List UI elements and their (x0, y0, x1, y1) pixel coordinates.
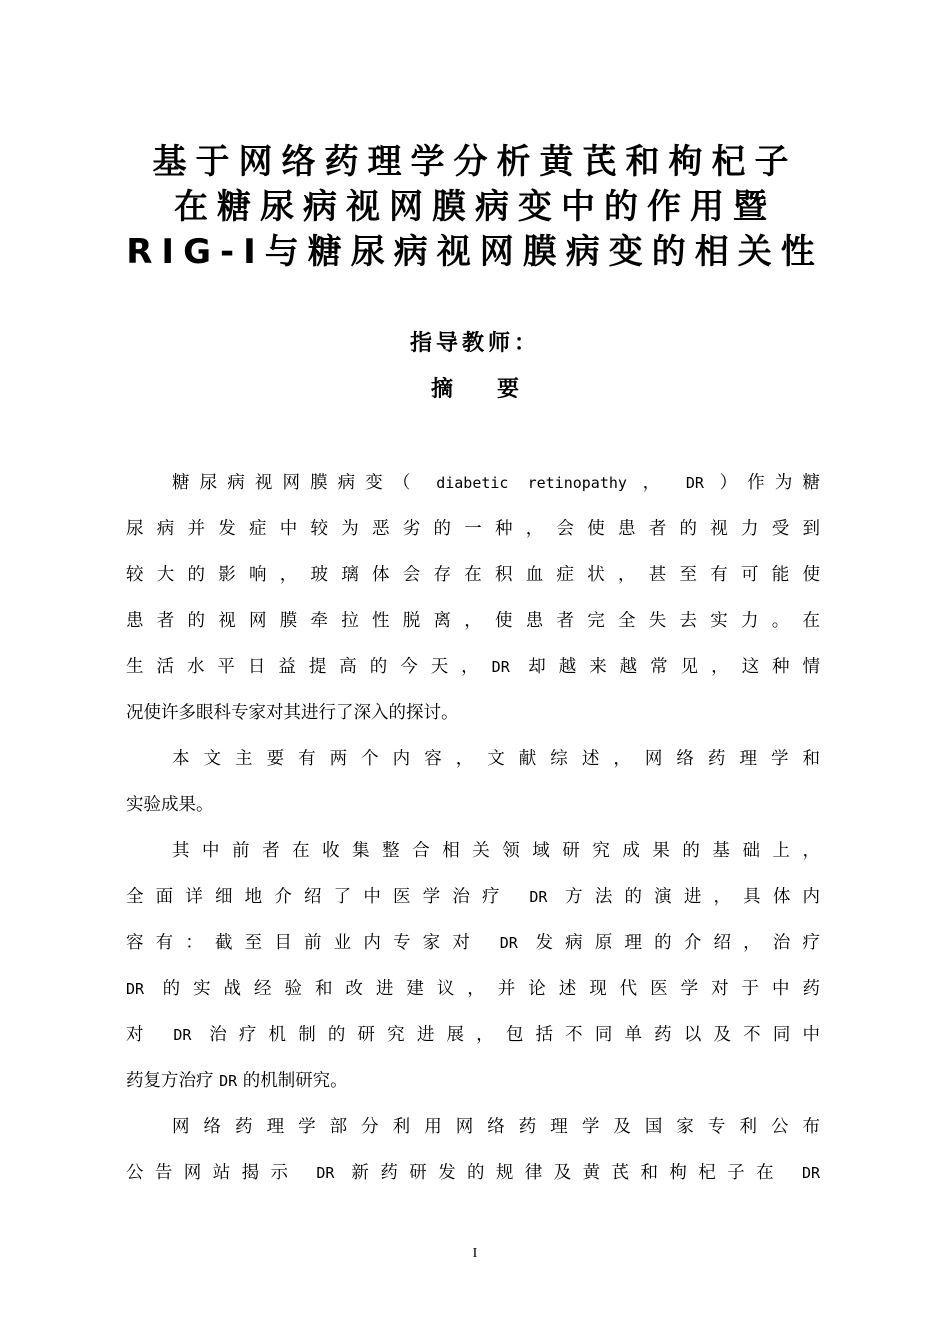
text-line: 本文主要有两个内容，文献综述，网络药理学和 (172, 749, 820, 769)
text-line: 药复方治疗 DR 的机制研究。 (126, 1071, 348, 1091)
text-line: 实验成果。 (126, 795, 214, 815)
text-line: DR 的实战经验和改进建议，并论述现代医学对于中药 (126, 979, 820, 999)
abstract-heading-left: 摘 (430, 377, 453, 402)
text-line: 公告网站揭示 DR 新药研发的规律及黄芪和枸杞子在 DR (126, 1163, 821, 1183)
abstract-paragraph-1 (126, 460, 820, 736)
thesis-title (0, 140, 950, 275)
text-line: 网络药理学部分利用网络药理学及国家专利公布 (172, 1117, 820, 1137)
advisor-label: 指导教师： (409, 331, 540, 356)
abstract-paragraph-3 (126, 828, 820, 1104)
text-line: 其中前者在收集整合相关领域研究成果的基础上， (172, 841, 820, 861)
title-line-2: 在糖尿病视网膜病变中的作用暨 (174, 187, 776, 227)
abstract-heading-right: 要 (497, 377, 520, 402)
text-line: 较大的影响，玻璃体会存在积血症状，甚至有可能使 (126, 565, 820, 585)
text-line: 生活水平日益提高的今天，DR 却越来越常见，这种情 (126, 657, 821, 677)
title-line-3: RIG-I与糖尿病视网膜病变的相关性 (126, 232, 824, 272)
text-line: 患者的视网膜牵拉性脱离，使患者完全失去实力。在 (126, 611, 820, 631)
text-line: 糖尿病视网膜病变（ diabetic retinopathy ， DR ）作为糖 (172, 473, 820, 493)
text-line: 全面详细地介绍了中医学治疗 DR 方法的演进，具体内 (126, 887, 821, 907)
abstract-heading (0, 372, 950, 408)
abstract-paragraph-4 (126, 1104, 820, 1196)
page-number: I (472, 1246, 478, 1261)
title-line-1: 基于网络药理学分析黄芪和枸杞子 (152, 142, 798, 182)
text-line: 对 DR 治疗机制的研究进展，包括不同单药以及不同中 (126, 1025, 820, 1045)
abstract-body (126, 460, 820, 1196)
text-line: 容有：截至目前业内专家对 DR 发病原理的介绍，治疗 (126, 933, 821, 953)
text-line: 尿病并发症中较为恶劣的一种，会使患者的视力受到 (126, 519, 820, 539)
text-line: 况使许多眼科专家对其进行了深入的探讨。 (126, 703, 459, 723)
abstract-paragraph-2 (126, 736, 820, 828)
